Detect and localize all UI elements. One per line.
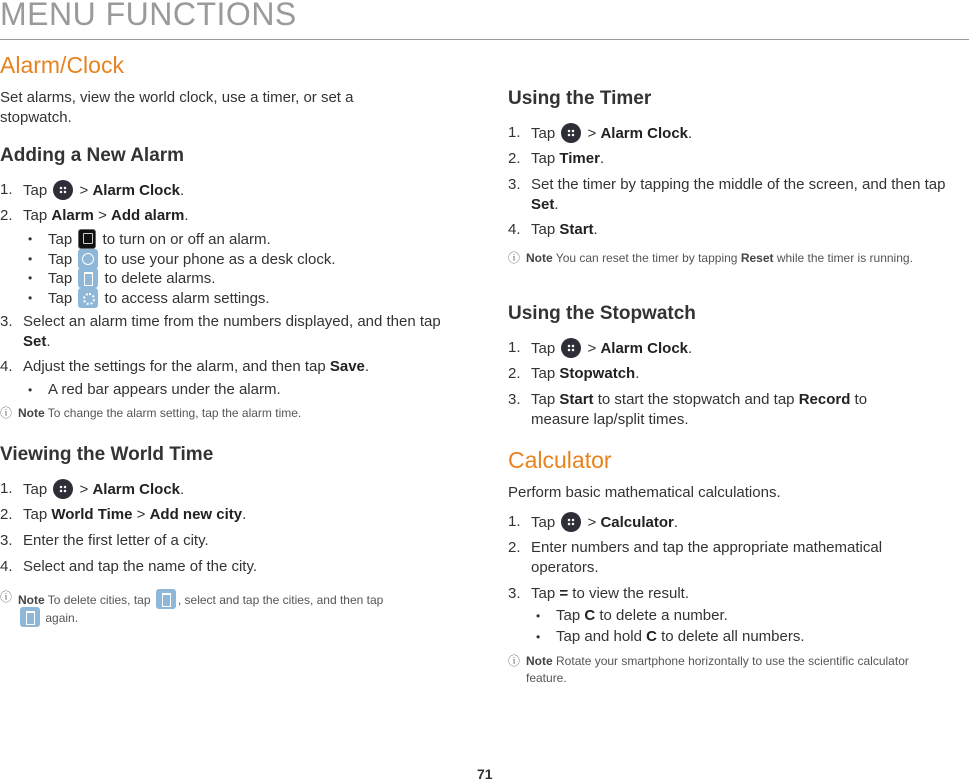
info-icon: ⓘ — [0, 406, 13, 420]
desk-clock-icon — [78, 249, 98, 269]
page-header — [0, 0, 969, 40]
trash-icon — [78, 268, 98, 288]
calculator-title: Calculator — [508, 447, 612, 473]
info-icon: ⓘ — [508, 654, 521, 668]
timer-heading: Using the Timer — [508, 88, 652, 109]
timer-step-3: 3. Set the timer by tapping the middle of the screen, and then tap Set. — [508, 176, 946, 213]
page-title: MENU FUNCTIONS — [0, 0, 297, 32]
calculator-intro: Perform basic mathematical calculations. — [508, 484, 781, 501]
info-icon: ⓘ — [508, 251, 521, 265]
add-alarm-step-3: 3. Select an alarm time from the numbers displayed, and then tap Set. — [0, 313, 441, 350]
world-time-heading: Viewing the World Time — [0, 444, 214, 465]
apps-icon — [53, 180, 73, 200]
gear-icon — [78, 288, 98, 308]
adding-alarm-heading: Adding a New Alarm — [0, 145, 185, 166]
trash-icon — [20, 607, 40, 627]
trash-icon — [156, 589, 176, 609]
info-icon: ⓘ — [0, 590, 13, 604]
alarm-clock-intro: Set alarms, view the world clock, use a timer, or set a stopwatch. — [0, 89, 354, 126]
stopwatch-step-3: 3. Tap Start to start the stopwatch and tap Record to measure lap/split times. — [508, 391, 868, 428]
apps-icon — [561, 338, 581, 358]
stopwatch-heading: Using the Stopwatch — [508, 303, 696, 324]
calculator-step-2: 2. Enter numbers and tap the appropriate mathematical operators. — [508, 539, 883, 576]
apps-icon — [561, 123, 581, 143]
page-number: 71 — [477, 766, 493, 781]
alarm-clock-title: Alarm/Clock — [0, 52, 124, 78]
apps-icon — [53, 479, 73, 499]
alarm-toggle-icon — [78, 229, 96, 249]
apps-icon — [561, 512, 581, 532]
